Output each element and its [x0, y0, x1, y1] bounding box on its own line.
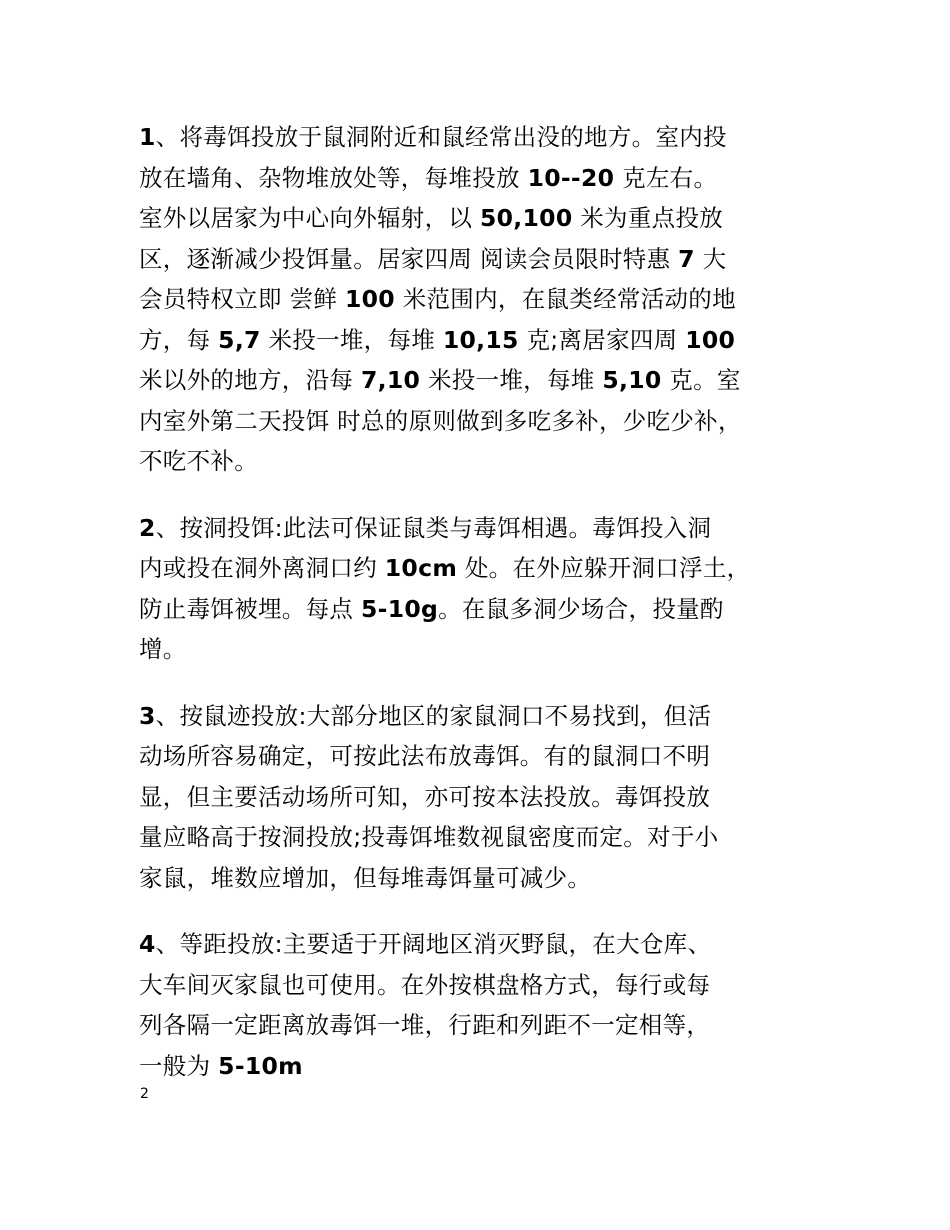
bold-number: 50,100 — [479, 204, 573, 232]
text-line — [139, 239, 824, 280]
bold-number: 2 — [139, 513, 156, 542]
text-line — [139, 924, 824, 965]
page-number: 2 — [140, 1086, 149, 1102]
paragraph-4 — [139, 924, 824, 1086]
paragraph-3 — [139, 696, 824, 899]
text-segment: 防止毒饵被埋。每点 — [139, 594, 361, 623]
text-line — [139, 401, 824, 442]
text-segment: 动场所容易确定，可按此法布放毒饵。有的鼠洞口不明 — [139, 742, 711, 770]
document-page — [139, 117, 824, 1112]
text-segment: 放在墙角、杂物堆放处等，每堆投放 — [139, 163, 528, 192]
bold-number: 1 — [139, 123, 156, 151]
text-line — [139, 508, 824, 549]
text-segment: 大车间灭家鼠也可使用。在外按棋盘格方式，每行或每 — [139, 970, 711, 999]
text-segment: 量应略高于按洞投放;投毒饵堆数视鼠密度而定。对于小 — [139, 823, 719, 851]
text-segment: 列各隔一定距离放毒饵一堆，行距和列距不一定相等， — [139, 1011, 711, 1039]
bold-number: 5-10m — [218, 1051, 303, 1080]
text-line — [139, 198, 824, 239]
text-line — [139, 117, 824, 158]
text-segment: 克;离居家四周 — [518, 325, 686, 354]
text-segment: 米以外的地方，沿每 — [139, 366, 361, 394]
text-line — [139, 320, 824, 361]
text-segment: 显，但主要活动场所可知，亦可按本法投放。毒饵投放 — [139, 782, 711, 811]
text-segment: 、将毒饵投放于鼠洞附近和鼠经常出没的地方。室内投 — [155, 123, 727, 151]
text-segment: 内室外第二天投饵 时总的原则做到多吃多补，少吃少补， — [139, 406, 742, 435]
text-segment: 增。 — [139, 635, 187, 663]
text-line — [139, 965, 824, 1006]
bold-number: 3 — [139, 701, 156, 730]
text-segment: 米投一堆，每堆 — [260, 325, 443, 354]
text-segment: 米为重点投放 — [572, 204, 724, 232]
text-segment: 米投一堆，每堆 — [420, 366, 603, 394]
text-segment: 不吃不补。 — [139, 447, 258, 475]
text-line — [139, 158, 824, 199]
text-segment: 、按鼠迹投放:大部分地区的家鼠洞口不易找到，但活 — [155, 701, 712, 730]
text-line — [139, 441, 824, 482]
paragraph-2 — [139, 508, 824, 670]
bold-number: 7,10 — [360, 366, 421, 394]
text-segment: 室外以居家为中心向外辐射，以 — [139, 204, 480, 232]
bold-number: 7 — [678, 244, 695, 273]
text-segment: 区，逐渐减少投饵量。居家四周 阅读会员限时特惠 — [139, 244, 679, 273]
text-line — [139, 589, 824, 630]
paragraph-1 — [139, 117, 824, 482]
text-line — [139, 548, 824, 589]
text-segment: 一般为 — [139, 1051, 219, 1080]
text-line — [139, 817, 824, 858]
text-segment: 方，每 — [139, 325, 219, 354]
text-segment: 内或投在洞外离洞口约 — [139, 554, 385, 582]
text-segment: 米范围内，在鼠类经常活动的地 — [394, 285, 736, 313]
text-segment: 。在鼠多洞少场合，投量酌 — [438, 594, 724, 623]
text-segment: 克左右。 — [614, 163, 718, 192]
text-segment: 大 — [694, 244, 727, 273]
text-segment: 克。室 — [661, 366, 741, 394]
text-segment: 家鼠，堆数应增加，但每堆毒饵量可减少。 — [139, 863, 592, 892]
text-segment: 会员特权立即 尝鲜 — [139, 285, 345, 313]
bold-number: 10,15 — [442, 325, 519, 354]
text-line — [139, 696, 824, 737]
bold-number: 5,7 — [218, 325, 261, 354]
text-segment: 处。在外应躲开洞口浮土， — [457, 554, 751, 582]
text-line — [139, 360, 824, 401]
text-line — [139, 736, 824, 777]
text-segment: 、等距投放:主要适于开阔地区消灭野鼠，在大仓库、 — [155, 930, 712, 958]
bold-number: 100 — [344, 285, 395, 313]
bold-number: 10cm — [384, 554, 458, 582]
bold-number: 4 — [139, 930, 156, 958]
text-line — [139, 629, 824, 670]
text-line — [139, 777, 824, 818]
bold-number: 5,10 — [602, 366, 662, 394]
text-line — [139, 1046, 824, 1087]
bold-number: 5-10g — [360, 594, 439, 623]
text-line — [139, 858, 824, 899]
bold-number: 100 — [685, 325, 736, 354]
text-line — [139, 1005, 824, 1046]
text-line — [139, 279, 824, 320]
bold-number: 10--20 — [527, 163, 615, 192]
text-segment: 、按洞投饵:此法可保证鼠类与毒饵相遇。毒饵投入洞 — [155, 513, 712, 542]
